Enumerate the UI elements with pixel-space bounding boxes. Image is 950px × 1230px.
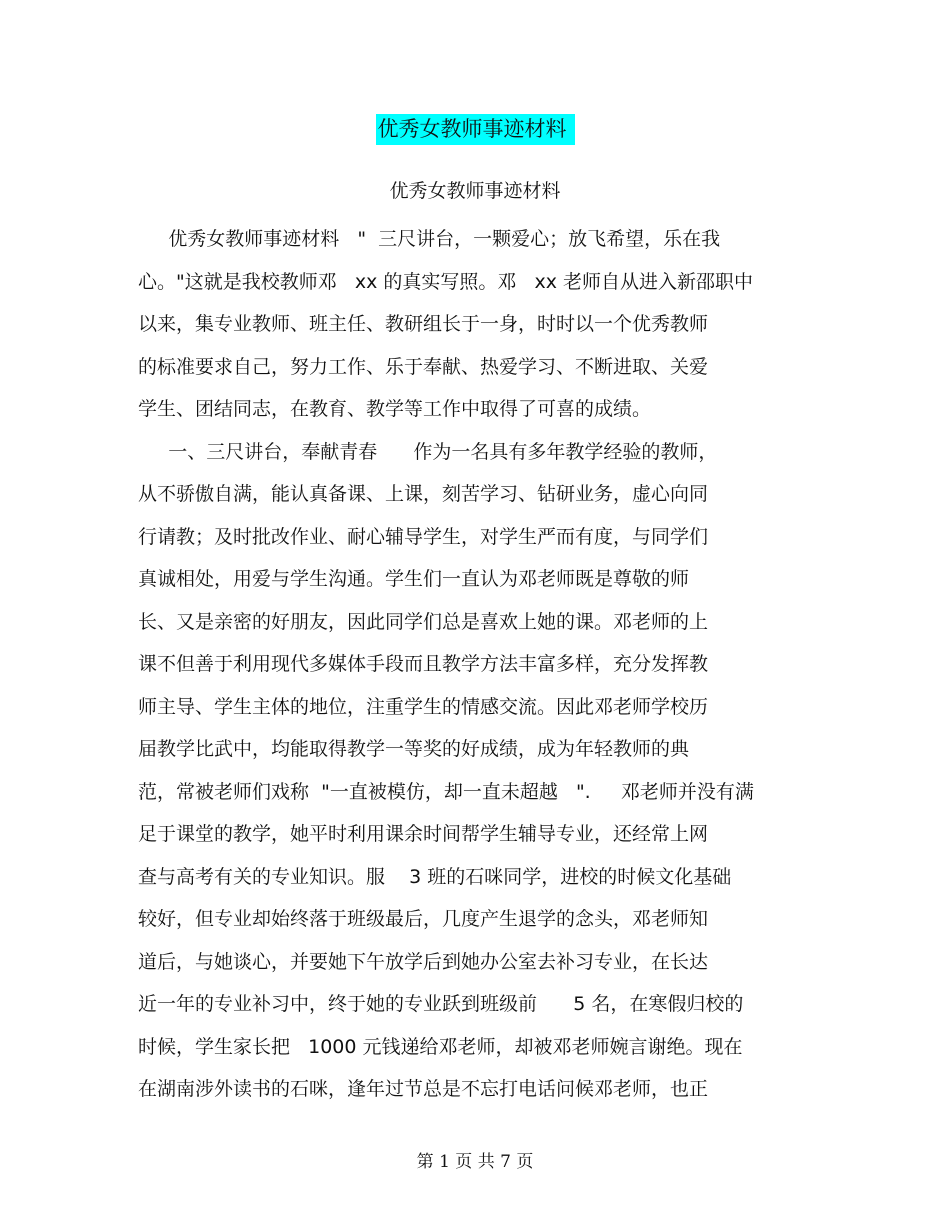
document-subtitle: 优秀女教师事迹材料 xyxy=(389,180,561,202)
text-line: 在湖南涉外读书的石咪，逢年过节总是不忘打电话问候邓老师，也正 xyxy=(138,1078,709,1100)
text-line: 时候，学生家长把 1000 元钱递给邓老师，却被邓老师婉言谢绝。现在 xyxy=(138,1035,743,1058)
text-line: 较好，但专业却始终落于班级最后，几度产生退学的念头，邓老师知 xyxy=(138,908,709,930)
text-line: 足于课堂的教学，她平时利用课余时间帮学生辅导专业，还经常上网 xyxy=(138,823,709,845)
text-line: 心。"这就是我校教师邓 xx 的真实写照。邓 xx 老师自从进入新邵职中 xyxy=(138,270,754,293)
text-line: 届教学比武中，均能取得教学一等奖的好成绩，成为年轻教师的典 xyxy=(138,738,690,760)
document-title: 优秀女教师事迹材料 xyxy=(376,114,575,145)
title-container xyxy=(0,114,950,145)
text-line: 课不但善于利用现代多媒体手段而且教学方法丰富多样，充分发挥教 xyxy=(138,653,709,675)
text-line: 范，常被老师们戏称 "一直被模仿，却一直未超越 ". 邓老师并没有满 xyxy=(138,780,754,803)
text-line: 查与高考有关的专业知识。服 3 班的石咪同学，进校的时候文化基础 xyxy=(138,865,732,888)
text-line: 行请教；及时批改作业、耐心辅导学生，对学生严而有度，与同学们 xyxy=(138,525,709,548)
text-line: 真诚相处，用爱与学生沟通。学生们一直认为邓老师既是尊敬的师 xyxy=(138,568,690,590)
text-line: 从不骄傲自满，能认真备课、上课，刻苦学习、钻研业务，虚心向同 xyxy=(138,483,709,505)
text-line: 长、又是亲密的好朋友，因此同学们总是喜欢上她的课。邓老师的上 xyxy=(138,610,709,633)
text-line: 的标准要求自己，努力工作、乐于奉献、热爱学习、不断进取、关爱 xyxy=(138,355,709,378)
text-line: 以来，集专业教师、班主任、教研组长于一身，时时以一个优秀教师 xyxy=(138,313,709,335)
text-line: 学生、团结同志，在教育、教学等工作中取得了可喜的成绩。 xyxy=(138,398,652,420)
text-line: 道后，与她谈心，并要她下午放学后到她办公室去补习专业，在长达 xyxy=(138,950,709,973)
text-line: 近一年的专业补习中，终于她的专业跃到班级前 5 名，在寒假归校的 xyxy=(138,993,744,1015)
text-line: 一、三尺讲台，奉献青春 作为一名具有多年教学经验的教师， xyxy=(138,440,718,463)
body-text xyxy=(138,218,818,1111)
text-line: 师主导、学生主体的地位，注重学生的情感交流。因此邓老师学校历 xyxy=(138,695,709,718)
page-number-footer: 第 1 页 共 7 页 xyxy=(416,1152,534,1172)
text-line: 优秀女教师事迹材料 " 三尺讲台，一颗爱心；放飞希望，乐在我 xyxy=(138,228,721,250)
